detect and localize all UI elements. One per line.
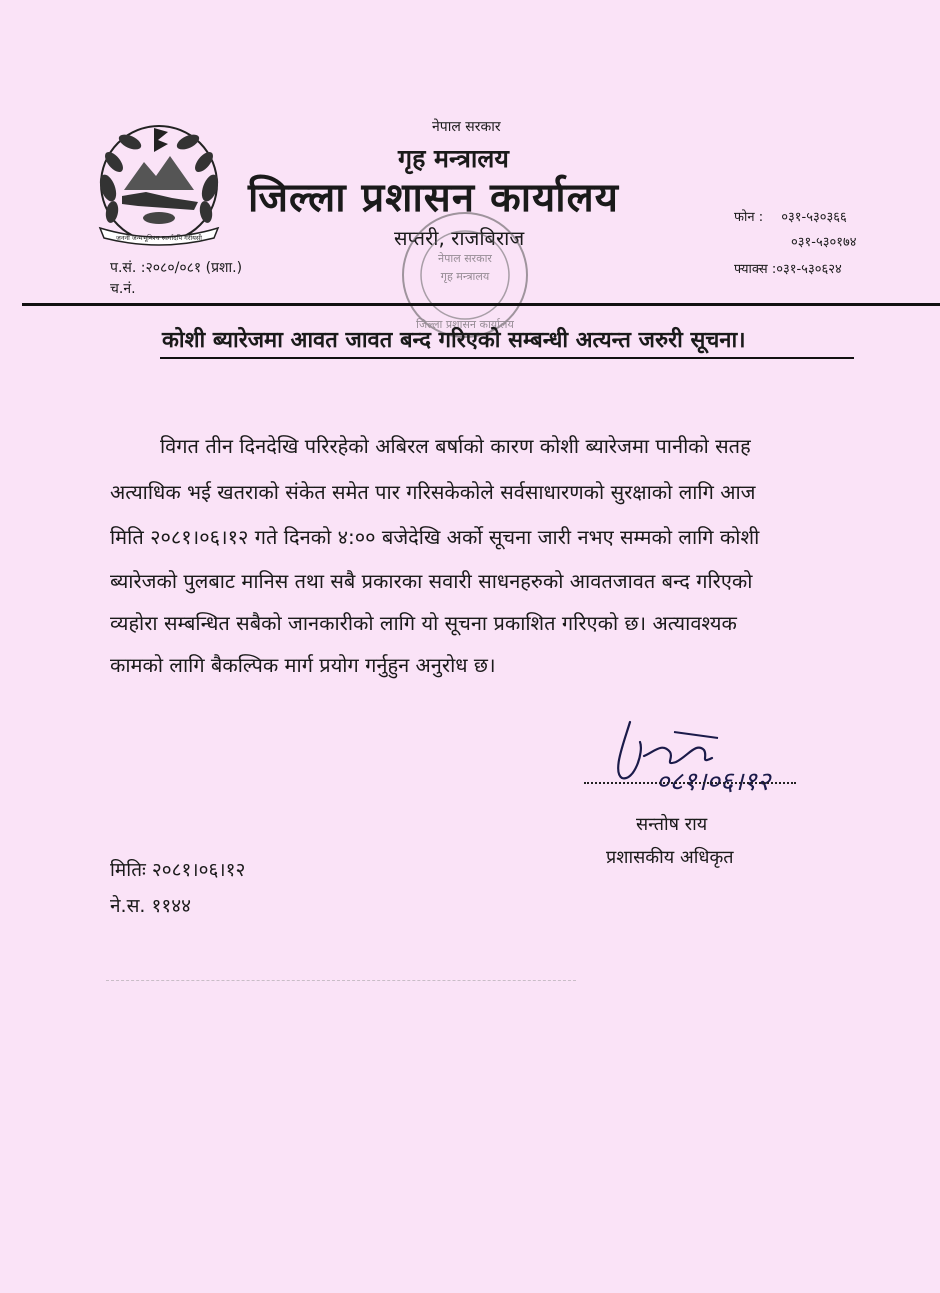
body-line: अत्याधिक भई खतराको संकेत समेत पार गरिसकेकोले सर्वसाधारणको सुरक्षाको लागि आज: [110, 480, 756, 504]
phone-label: फोन :: [734, 210, 764, 225]
government-name: नेपाल सरकार: [432, 119, 501, 135]
body-line: विगत तीन दिनदेखि परिरहेको अबिरल बर्षाको कारण कोशी ब्यारेजमा पानीको सतह: [160, 434, 751, 458]
body-line: कामको लागि बैकल्पिक मार्ग प्रयोग गर्नुहुन अनुरोध छ।: [110, 653, 496, 677]
phone-row-1: [734, 207, 847, 225]
fax-number: फ्याक्स :०३१-५३०६२४: [734, 262, 842, 277]
header-divider: [22, 303, 940, 306]
svg-text:जननी जन्मभूमिश्च स्वर्गादपि गर: जननी जन्मभूमिश्च स्वर्गादपि गरीयसी: [116, 234, 202, 242]
body-line: ब्यारेजको पुलबाट मानिस तथा सबै प्रकारका सवारी साधनहरुको आवतजावत बन्द गरिएको: [110, 569, 753, 593]
office-name: जिल्ला प्रशासन कार्यालय: [248, 175, 619, 221]
patra-sankhya: प.सं. :२०८०/०८१ (प्रशा.): [110, 260, 243, 276]
nepal-emblem-icon: [86, 118, 232, 250]
subject-underline: [160, 357, 854, 359]
ministry-name: गृह मन्त्रालय: [398, 144, 509, 173]
signature-line: [584, 782, 796, 784]
signer-designation: प्रशासकीय अधिकृत: [606, 847, 734, 868]
nepal-sambat-year: ने.स. ११४४: [110, 895, 192, 917]
body-line: व्यहोरा सम्बन्धित सबैको जानकारीको लागि यो सूचना प्रकाशित गरिएको छ। अत्यावश्यक: [110, 611, 737, 635]
svg-text:जिल्ला प्रशासन कार्यालय: जिल्ला प्रशासन कार्यालय: [416, 318, 514, 331]
notice-subject: कोशी ब्यारेजमा आवत जावत बन्द गरिएको सम्बन्धी अत्यन्त जरुरी सूचना।: [162, 328, 746, 353]
body-line: मिति २०८१।०६।१२ गते दिनको ४:०० बजेदेखि अर्को सूचना जारी नभए सम्मको लागि कोशी: [110, 525, 760, 549]
chalani-number: च.नं.: [110, 281, 136, 297]
office-address: सप्तरी, राजबिराज: [394, 226, 525, 250]
faint-bleed-line: [106, 980, 576, 982]
phone-number-1: ०३१-५३०३६६: [781, 210, 847, 225]
svg-text:०८१।०६।१२: ०८१।०६।१२: [656, 767, 771, 794]
signer-name: सन्तोष राय: [636, 814, 708, 835]
svg-text:नेपाल सरकार: नेपाल सरकार: [438, 252, 492, 265]
notice-date: मितिः २०८१।०६।१२: [110, 859, 246, 881]
svg-text:गृह मन्त्रालय: गृह मन्त्रालय: [440, 270, 490, 283]
phone-number-2: ०३१-५३०१७४: [791, 235, 857, 250]
